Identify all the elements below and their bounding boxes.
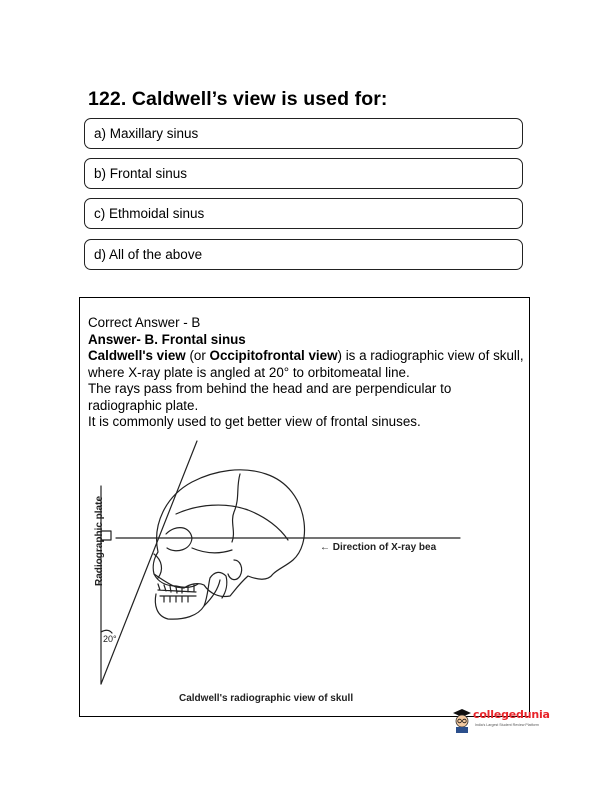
diagram-caption: Caldwell's radiographic view of skull [179, 693, 354, 704]
term-caldwell: Caldwell's view [88, 348, 186, 363]
usage-paragraph: It is commonly used to get better view of frontal sinuses. [88, 414, 421, 429]
angle-label: 20° [103, 634, 117, 644]
explanation-text-2: ) is a radiographic view of skull, where X-ray plate is angled at 20° to orbitomeatal line. [88, 348, 524, 380]
student-mascot-icon [451, 707, 473, 733]
skull-cranium [153, 470, 304, 597]
angle-arc [101, 630, 112, 633]
radiographic-plate-line [101, 441, 197, 684]
mastoid [228, 560, 242, 580]
option-a[interactable]: a) Maxillary sinus [84, 118, 523, 149]
option-b[interactable]: b) Frontal sinus [84, 158, 523, 189]
xray-direction-label: ← Direction of X-ray bea [320, 542, 437, 553]
temporal-line [176, 505, 288, 540]
lower-teeth [160, 596, 196, 602]
correct-answer-line: Correct Answer - B [88, 315, 201, 330]
explanation-text-1: (or [185, 348, 210, 363]
logo-wordmark: collegedunia [473, 708, 550, 721]
answer-prefix: Answer- B [88, 331, 155, 347]
question-title: 122. Caldwell’s view is used for: [88, 88, 388, 110]
collegedunia-logo[interactable] [451, 707, 561, 739]
term-occipitofrontal: Occipitofrontal view [209, 348, 338, 363]
zygomatic-arch [192, 548, 232, 553]
rays-paragraph: The rays pass from behind the head and are perpendicular to radiographic plate. [88, 381, 452, 413]
plate-label: Radiographic plate [94, 495, 105, 586]
option-d[interactable]: d) All of the above [84, 239, 523, 270]
answer-explanation-box [79, 297, 530, 717]
maxilla [154, 574, 198, 587]
coronal-suture [232, 474, 240, 542]
answer-suffix: . Frontal sinus [154, 331, 246, 347]
orbit [166, 528, 192, 551]
logo-tagline: India's Largest Student Review Platform [475, 723, 539, 727]
skull-diagram [80, 298, 529, 716]
option-c[interactable]: c) Ethmoidal sinus [84, 198, 523, 229]
